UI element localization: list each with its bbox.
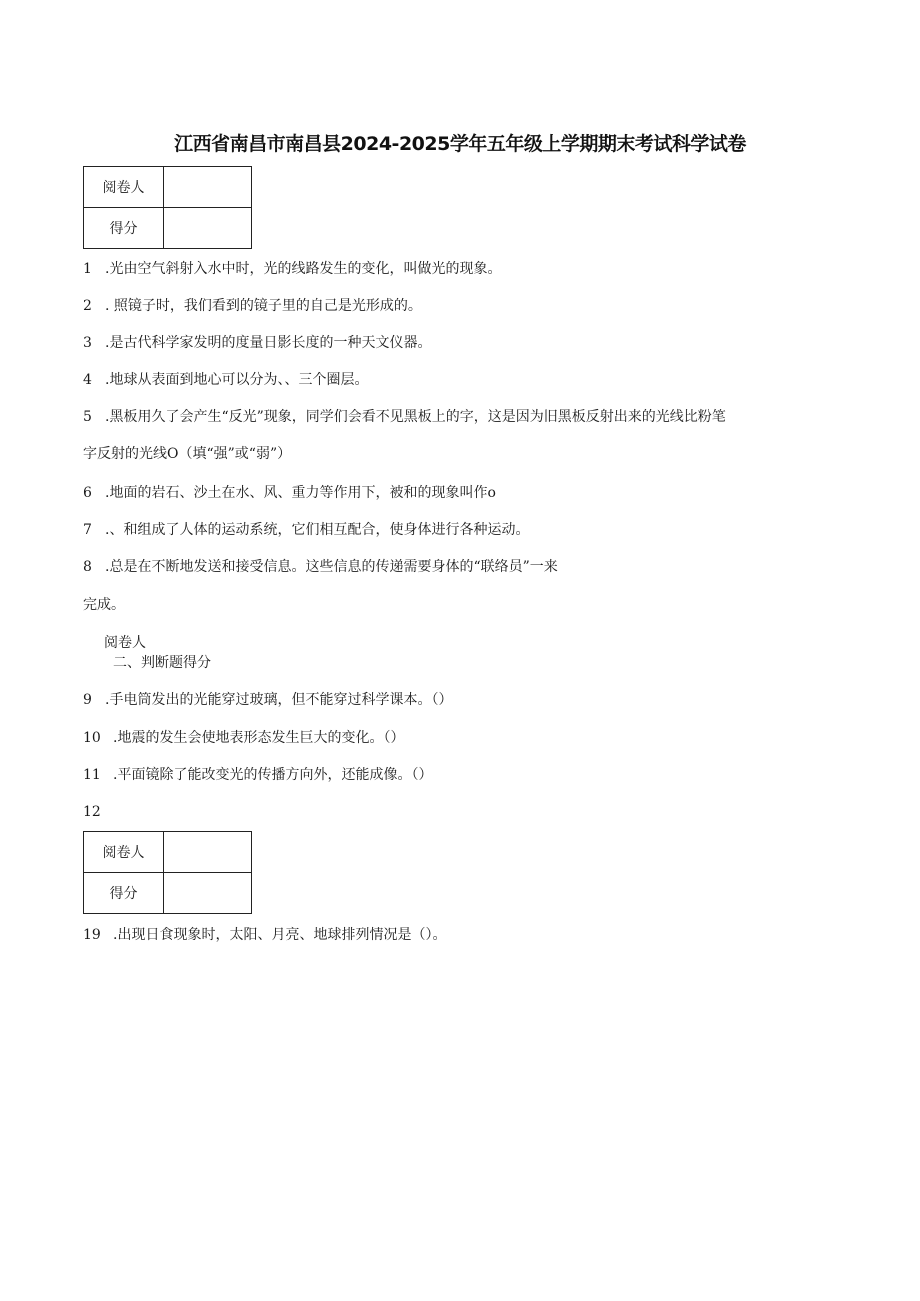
score-table: [83, 166, 252, 249]
question-number: 1: [83, 261, 92, 277]
question-number: 19: [83, 927, 101, 943]
question-number: 5: [83, 409, 92, 425]
question-7: [83, 520, 529, 540]
question-number: 2: [83, 298, 92, 314]
question-number: 8: [83, 559, 92, 575]
question-text: .光由空气斜射入水中时，光的线路发生的变化，叫做光的现象。: [105, 261, 502, 277]
question-text: .黑板用久了会产生“反光”现象，同学们会看不见黑板上的字，这是因为旧黑板反射出来的光线比粉笔: [105, 409, 726, 425]
question-number: 7: [83, 522, 92, 538]
question-text: .出现日食现象时，太阳、月亮、地球排列情况是（）。: [113, 927, 447, 943]
question-text: .是古代科学家发明的度量日影长度的一种天文仪器。: [105, 335, 432, 351]
section-two-heading: 二、判断题得分: [113, 655, 211, 671]
question-number: 3: [83, 335, 92, 351]
question-text: .平面镜除了能改变光的传播方向外，还能成像。（）: [113, 767, 433, 783]
question-9: [83, 690, 452, 710]
question-8-continuation: 完成。: [83, 597, 125, 613]
question-text: .地球从表面到地心可以分为、、三个圈层。: [105, 372, 369, 388]
question-10: [83, 728, 404, 748]
question-12: [83, 802, 105, 822]
score-table: [83, 831, 252, 914]
question-5-continuation: 字反射的光线O（填“强”或“弱”）: [83, 446, 292, 462]
question-number: 9: [83, 692, 92, 708]
question-number: 4: [83, 372, 92, 388]
reviewer-cell: [164, 832, 252, 873]
question-19: [83, 925, 446, 945]
question-5: [83, 407, 726, 427]
question-number: 12: [83, 804, 101, 820]
score-label: 得分: [84, 208, 164, 249]
question-4: [83, 370, 368, 390]
page-title: 江西省南昌市南昌县2024-2025学年五年级上学期期末考试科学试卷: [174, 133, 746, 155]
question-2: [83, 296, 422, 316]
question-number: 6: [83, 485, 92, 501]
question-text: .地震的发生会使地表形态发生巨大的变化。（）: [113, 730, 405, 746]
score-cell: [164, 208, 252, 249]
section-two-reviewer-label: 阅卷人: [104, 635, 146, 651]
question-8: [83, 557, 558, 577]
score-cell: [164, 873, 252, 914]
question-text: .、和组成了人体的运动系统，它们相互配合，使身体进行各种运动。: [105, 522, 530, 538]
question-11: [83, 765, 432, 785]
question-number: 11: [83, 767, 101, 783]
question-text: .地面的岩石、沙土在水、风、重力等作用下，被和的现象叫作o: [105, 485, 496, 501]
reviewer-label: 阅卷人: [84, 832, 164, 873]
question-6: [83, 483, 496, 503]
score-label: 得分: [84, 873, 164, 914]
question-text: .总是在不断地发送和接受信息。这些信息的传递需要身体的“联络员”一来: [105, 559, 558, 575]
question-text: . 照镜子时，我们看到的镜子里的自己是光形成的。: [105, 298, 422, 314]
reviewer-label: 阅卷人: [84, 167, 164, 208]
question-3: [83, 333, 431, 353]
reviewer-cell: [164, 167, 252, 208]
question-text: .手电筒发出的光能穿过玻璃，但不能穿过科学课本。（）: [105, 692, 453, 708]
question-number: 10: [83, 730, 101, 746]
question-1: [83, 259, 501, 279]
